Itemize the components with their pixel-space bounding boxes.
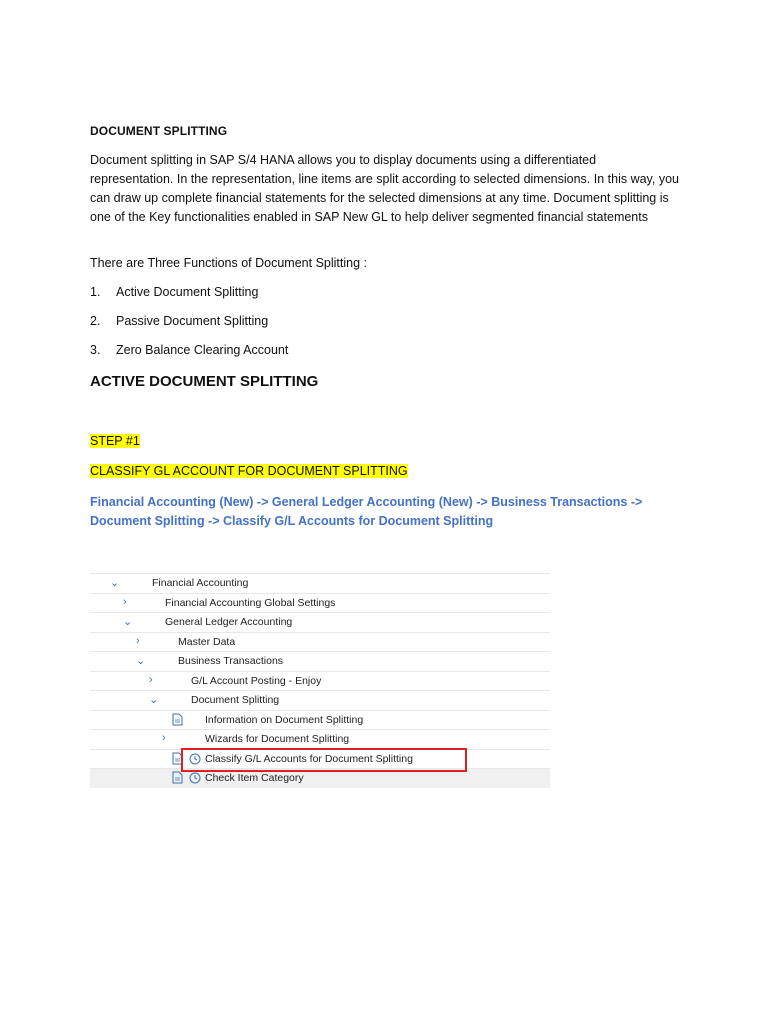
intro-paragraph: Document splitting in SAP S/4 HANA allows you to display documents using a differentiated representation. In the representation, line items are split according to selected dimensions. In this way, you can draw up complete financial statements for the selected dimensions at any time. Document splitting is one of the Key functionalities enabled in SAP New GL to help deliver segmented financial statements xyxy=(90,153,679,224)
tree-row-label: Check Item Category xyxy=(205,772,304,784)
tree-row-label: Business Transactions xyxy=(178,655,284,667)
tree-row[interactable] xyxy=(90,651,550,671)
list-label: Active Document Splitting xyxy=(116,285,259,299)
list-label: Zero Balance Clearing Account xyxy=(116,343,289,357)
chevron-down-icon[interactable]: ⌄ xyxy=(123,616,133,628)
list-number: 2. xyxy=(90,314,101,328)
tree-row[interactable] xyxy=(90,729,550,749)
tree-row[interactable] xyxy=(90,690,550,710)
highlight-box xyxy=(181,748,467,772)
tree-row[interactable] xyxy=(90,612,550,632)
chevron-down-icon[interactable]: ⌄ xyxy=(136,655,146,667)
chevron-right-icon[interactable]: › xyxy=(123,596,127,608)
tree-row-label: Financial Accounting Global Settings xyxy=(165,597,336,609)
tree-row[interactable] xyxy=(90,573,550,593)
tree-row-label: Classify G/L Accounts for Document Splitting xyxy=(205,753,413,765)
tree-row-label: Master Data xyxy=(178,636,236,648)
tree-row-label: Wizards for Document Splitting xyxy=(205,733,350,745)
chevron-down-icon[interactable]: ⌄ xyxy=(110,577,120,589)
functions-intro: There are Three Functions of Document Splitting : xyxy=(90,256,367,270)
list-item xyxy=(90,285,258,299)
menu-path: Financial Accounting (New) -> General Ledger Accounting (New) -> Business Transactions -> Document Splitting -> Classify G/L Accounts for Document Splitting xyxy=(90,495,643,528)
document-heading: DOCUMENT SPLITTING xyxy=(90,124,228,138)
tree-row-label: Financial Accounting xyxy=(152,577,249,589)
tree-row[interactable] xyxy=(90,593,550,613)
list-number: 3. xyxy=(90,343,101,357)
clock-execute-icon[interactable] xyxy=(189,772,201,784)
chevron-down-icon[interactable]: ⌄ xyxy=(149,694,159,706)
chevron-right-icon[interactable]: › xyxy=(136,635,140,647)
document-icon[interactable] xyxy=(172,713,183,726)
tree-row-label: Information on Document Splitting xyxy=(205,714,364,726)
step-label: STEP #1 xyxy=(90,434,140,448)
list-item xyxy=(90,343,288,357)
tree-row-label: G/L Account Posting - Enjoy xyxy=(191,675,322,687)
list-number: 1. xyxy=(90,285,101,299)
list-item xyxy=(90,314,268,328)
chevron-right-icon[interactable]: › xyxy=(149,674,153,686)
tree-row-label: General Ledger Accounting xyxy=(165,616,293,628)
chevron-right-icon[interactable]: › xyxy=(162,732,166,744)
section-title: ACTIVE DOCUMENT SPLITTING xyxy=(90,373,319,390)
tree-row[interactable] xyxy=(90,710,550,730)
tree-row[interactable] xyxy=(90,671,550,691)
document-icon[interactable] xyxy=(172,771,183,784)
list-label: Passive Document Splitting xyxy=(116,314,269,328)
tree-row[interactable] xyxy=(90,632,550,652)
tree-row-label: Document Splitting xyxy=(191,694,280,706)
classify-heading: CLASSIFY GL ACCOUNT FOR DOCUMENT SPLITTING xyxy=(90,464,408,478)
